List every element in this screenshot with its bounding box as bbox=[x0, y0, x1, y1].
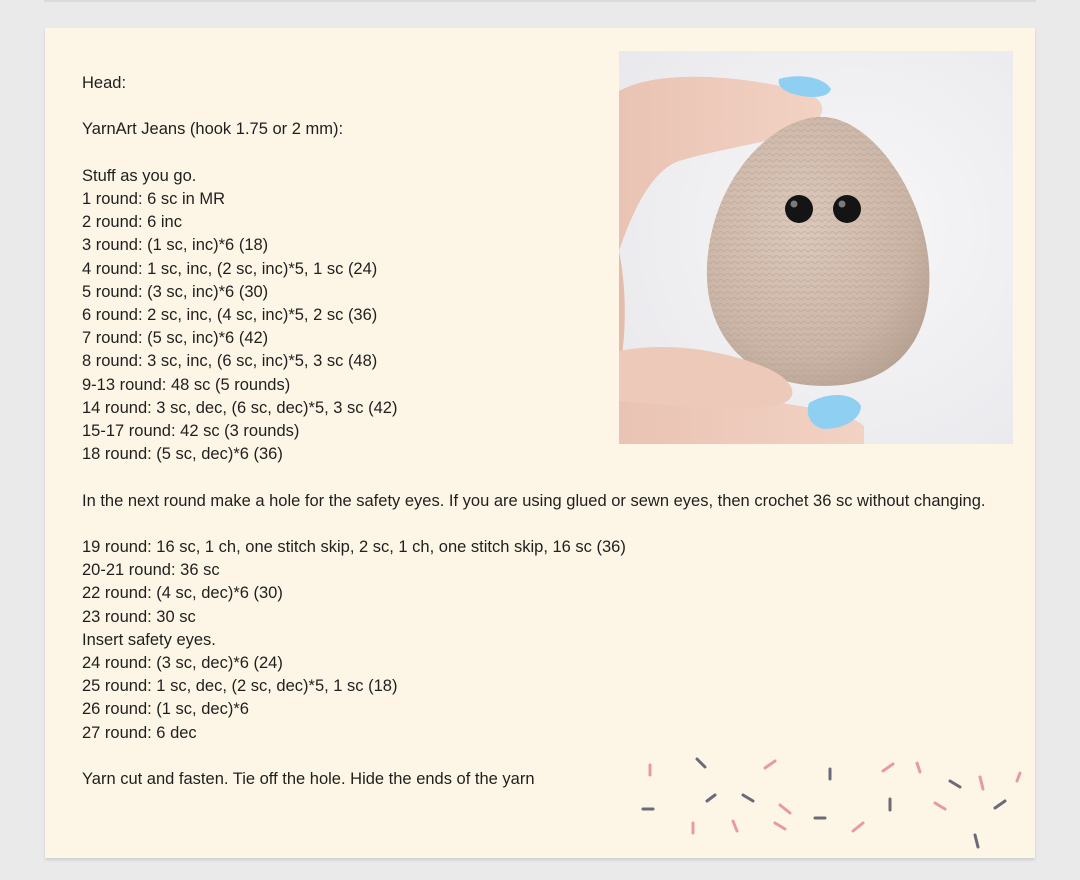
sprinkle-decoration bbox=[635, 753, 1035, 858]
round-line: 22 round: (4 sc, dec)*6 (30) bbox=[82, 584, 283, 603]
round-line: 5 round: (3 sc, inc)*6 (30) bbox=[82, 282, 269, 301]
top-edge-strip bbox=[44, 0, 1036, 2]
round-line: 20-21 round: 36 sc bbox=[82, 561, 220, 580]
round-line: 8 round: 3 sc, inc, (6 sc, inc)*5, 3 sc (48) bbox=[82, 352, 378, 371]
pattern-card bbox=[45, 28, 1035, 858]
round-line: 2 round: 6 inc bbox=[82, 213, 182, 232]
round-line: Insert safety eyes. bbox=[82, 630, 216, 649]
yarn-line: YarnArt Jeans (hook 1.75 or 2 mm): bbox=[82, 120, 344, 139]
round-line: 6 round: 2 sc, inc, (4 sc, inc)*5, 2 sc (36) bbox=[82, 306, 378, 324]
safety-eyes-note: In the next round make a hole for the safety eyes. If you are using glued or sewn eyes, then crochet 36 sc without changing. bbox=[82, 491, 986, 510]
photo-illustration bbox=[619, 51, 1013, 444]
round-line: 26 round: (1 sc, dec)*6 bbox=[82, 700, 249, 719]
section-heading: Head: bbox=[82, 74, 127, 92]
round-line: 1 round: 6 sc in MR bbox=[82, 189, 226, 208]
round-line: 14 round: 3 sc, dec, (6 sc, dec)*5, 3 sc (42) bbox=[82, 398, 398, 417]
crochet-head-photo bbox=[619, 51, 1013, 444]
left-safety-eye bbox=[785, 195, 813, 223]
round-line: 24 round: (3 sc, dec)*6 (24) bbox=[82, 654, 283, 673]
round-line: 27 round: 6 dec bbox=[82, 723, 197, 742]
finish-note: Yarn cut and fasten. Tie off the hole. Hide the ends of the yarn bbox=[82, 770, 535, 789]
round-line: 15-17 round: 42 sc (3 rounds) bbox=[82, 422, 300, 441]
round-line: 4 round: 1 sc, inc, (2 sc, inc)*5, 1 sc (24) bbox=[82, 259, 378, 278]
right-safety-eye bbox=[833, 195, 861, 223]
round-line: 9-13 round: 48 sc (5 rounds) bbox=[82, 375, 291, 394]
round-line: 25 round: 1 sc, dec, (2 sc, dec)*5, 1 sc (18) bbox=[82, 677, 398, 696]
round-line: 18 round: (5 sc, dec)*6 (36) bbox=[82, 445, 283, 464]
round-line: 19 round: 16 sc, 1 ch, one stitch skip, 2 sc, 1 ch, one stitch skip, 16 sc (36) bbox=[82, 538, 626, 556]
round-line: 3 round: (1 sc, inc)*6 (18) bbox=[82, 236, 269, 255]
stuff-note: Stuff as you go. bbox=[82, 166, 197, 185]
round-line: 7 round: (5 sc, inc)*6 (42) bbox=[82, 329, 269, 348]
round-line: 23 round: 30 sc bbox=[82, 607, 196, 626]
